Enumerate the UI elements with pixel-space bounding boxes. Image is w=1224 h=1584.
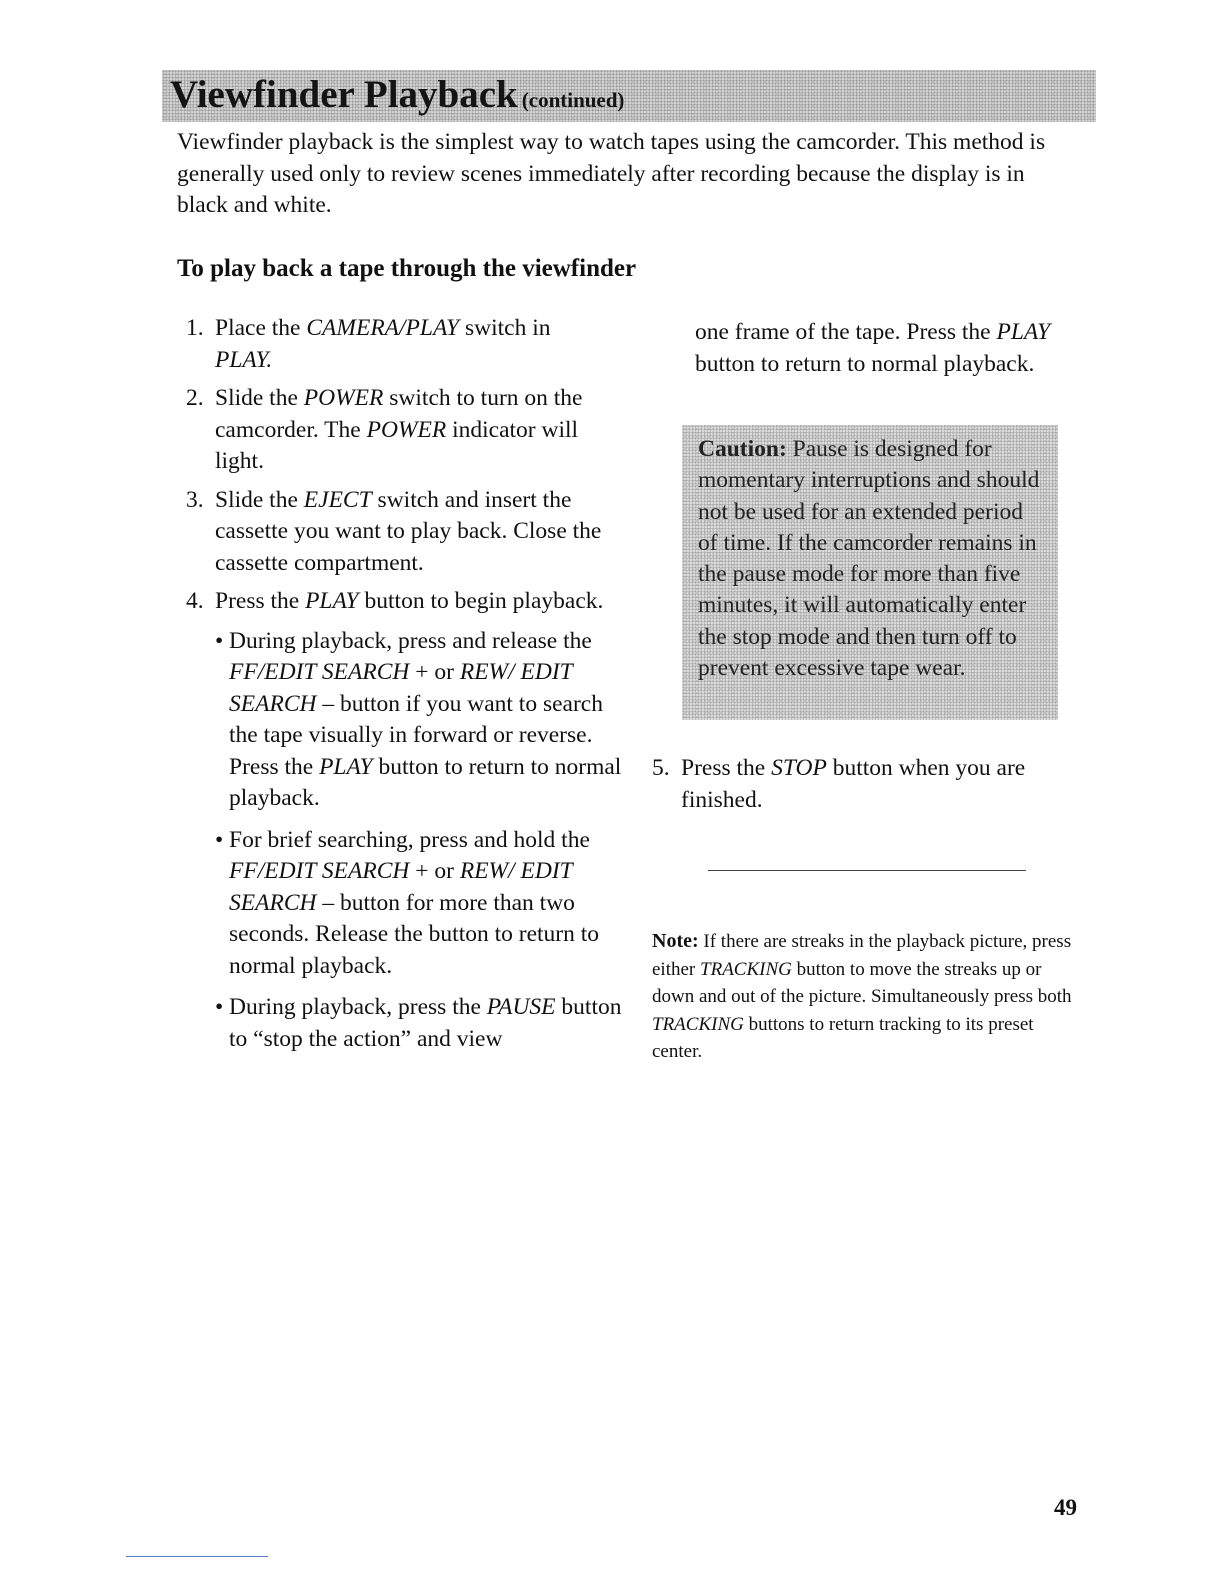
page-title	[170, 72, 624, 117]
step-number: 4.	[186, 588, 204, 614]
divider	[708, 870, 1026, 871]
button-name: REW/ EDIT SEARCH	[229, 659, 573, 717]
step-text: button when you are finished.	[681, 755, 1026, 813]
continued-label: (continued)	[521, 88, 625, 112]
bullet-item	[215, 992, 626, 1055]
note-text: button to move the streaks up or down and out of the picture. Simultaneously press both	[652, 958, 1072, 1007]
footer-rule	[126, 1556, 268, 1557]
button-name: STOP	[771, 755, 827, 781]
bullet-text: button to “stop the action” and view	[229, 994, 622, 1052]
section-header-banner	[162, 70, 1096, 122]
note-label: Note:	[652, 930, 699, 952]
bullet-dot: •	[215, 826, 224, 853]
bullet-text: For brief searching, press and hold the	[229, 826, 590, 853]
caution-text	[682, 425, 1058, 684]
note	[652, 928, 1072, 1066]
bullet-text: + or	[409, 659, 460, 685]
step-number: 3.	[186, 486, 204, 513]
step-text: button to begin playback.	[358, 588, 604, 614]
bullet-item	[215, 626, 626, 815]
step-4	[186, 586, 626, 1055]
bullet-dot: •	[215, 627, 224, 654]
continued-text-part: button to return to normal playback.	[695, 350, 1035, 377]
bullet-text: + or	[409, 858, 460, 884]
switch-name: CAMERA/PLAY	[306, 315, 460, 341]
section-heading: To play back a tape through the viewfinder	[177, 255, 637, 282]
continued-text	[695, 317, 1075, 380]
caution-box	[682, 425, 1058, 720]
step-1	[186, 313, 626, 376]
step-2	[186, 383, 626, 478]
step-text: Press the	[215, 588, 306, 614]
button-name: PAUSE	[486, 994, 556, 1020]
button-name: TRACKING	[700, 958, 792, 980]
step-text: indicator will light.	[215, 416, 579, 474]
switch-name: EJECT	[303, 486, 372, 513]
step-text: Press the	[681, 755, 772, 781]
button-name: TRACKING	[652, 1013, 744, 1035]
bullet-text: During playback, press the	[229, 994, 487, 1020]
indicator-name: POWER	[366, 416, 447, 443]
note-text: buttons to return tracking to its preset center.	[652, 1013, 1034, 1062]
button-name: FF/EDIT SEARCH	[229, 659, 410, 685]
step-number: 5.	[652, 755, 670, 781]
step-number: 1.	[186, 315, 204, 341]
switch-position: PLAY.	[215, 346, 273, 373]
bullet-text: – button if you want to search the tape visually in forward or reverse. Press the	[229, 690, 603, 780]
instructions-left-column	[186, 313, 626, 1065]
step-3	[186, 485, 626, 580]
bullet-text: – button for more than two seconds. Release the button to return to normal playback.	[229, 889, 600, 979]
step-5	[652, 753, 1101, 816]
caution-body: Pause is designed for momentary interruptions and should not be used for an extended period of time. If the camcorder remains in the pause mode for more than five minutes, it will automatically enter the stop mode and then turn off to prevent excessive tape wear.	[698, 436, 1040, 682]
page-title-text: Viewfinder Playback	[170, 73, 518, 116]
step-number: 2.	[186, 385, 204, 411]
bullet-item	[215, 825, 626, 983]
step-text: Slide the	[215, 486, 304, 513]
bullet-text: During playback, press and release the	[229, 627, 592, 654]
note-text: If there are streaks in the playback picture, press either	[652, 931, 1072, 980]
button-name: PLAY	[305, 588, 359, 614]
button-name: PLAY	[996, 319, 1051, 345]
page-number: 49	[1054, 1495, 1077, 1520]
step-text: Place the	[215, 315, 307, 341]
step-text: Slide the	[215, 385, 304, 411]
continued-text-part: one frame of the tape. Press the	[695, 319, 997, 345]
button-name: PLAY	[319, 753, 373, 780]
intro-paragraph: Viewfinder playback is the simplest way to watch tapes using the camcorder. This method is generally used only to review scenes immediately after recording because the display is in black and white.	[177, 129, 1046, 218]
step-text: switch and insert the cassette you want to play back. Close the cassette compartment.	[215, 486, 602, 576]
step-text: switch in	[459, 315, 551, 341]
step-text: switch to turn on the camcorder. The	[215, 385, 583, 443]
button-name: REW/ EDIT SEARCH	[229, 858, 573, 916]
bullet-text: button to return to normal playback.	[229, 753, 622, 811]
button-name: FF/EDIT SEARCH	[229, 858, 410, 884]
switch-name: POWER	[303, 385, 384, 411]
bullet-dot: •	[215, 994, 224, 1020]
caution-label: Caution:	[698, 436, 787, 462]
